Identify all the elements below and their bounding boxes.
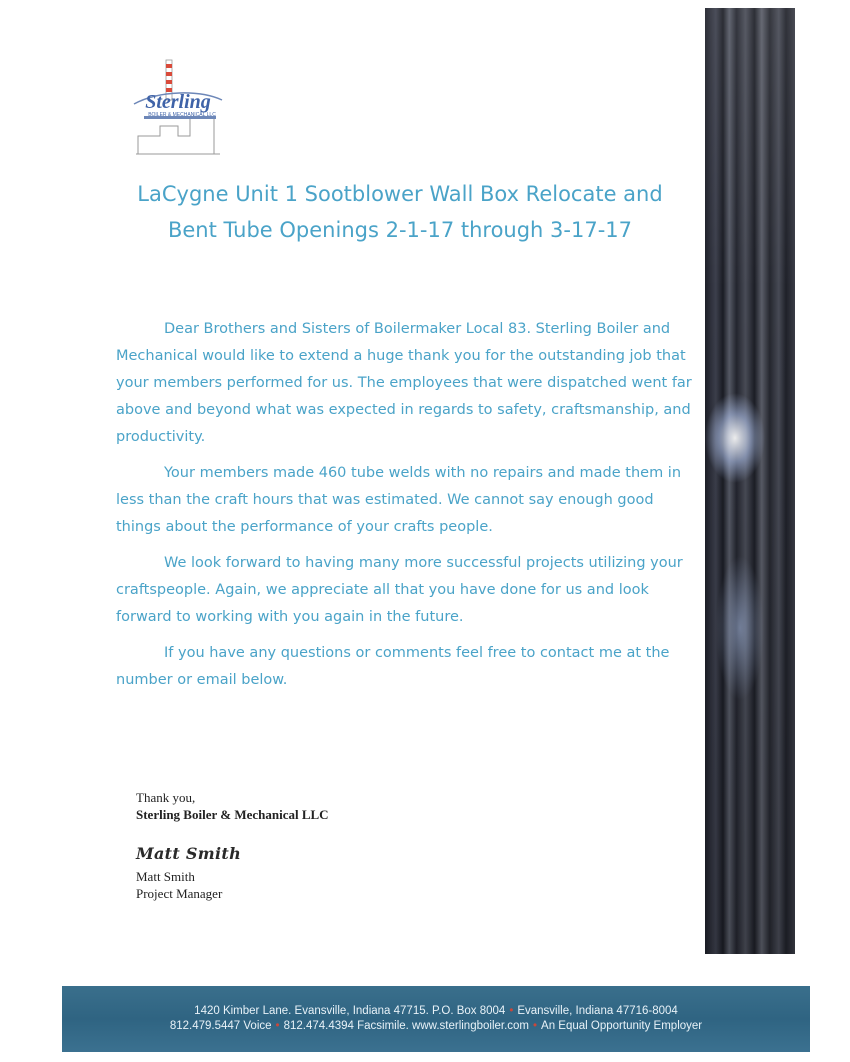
handwritten-signature: Matt Smith (136, 844, 242, 863)
footer-fax-web: 812.474.4394 Facsimile. www.sterlingboiler.com (283, 1020, 530, 1032)
company-logo (130, 56, 226, 158)
body-paragraph-2: Your members made 460 tube welds with no repairs and made them in less than the craft hours that was estimated. We cannot say enough good things about the performance of your crafts people. (116, 465, 682, 535)
footer-address-1: 1420 Kimber Lane. Evansville, Indiana 47715. P.O. Box 8004 (194, 1005, 506, 1017)
company-name: Sterling Boiler & Mechanical LLC (136, 807, 329, 822)
signer-role: Project Manager (136, 886, 223, 901)
footer-contact-line (62, 1019, 810, 1034)
closing-text: Thank you, (136, 790, 196, 805)
footer-eoe: An Equal Opportunity Employer (541, 1020, 703, 1032)
signoff-block (136, 789, 329, 823)
smokestack-icon (130, 56, 226, 158)
logo-wordmark: Sterling (145, 91, 211, 113)
title-line-2: Bent Tube Openings 2-1-17 through 3-17-17 (167, 218, 633, 242)
letterhead-footer (62, 986, 810, 1052)
signer-block (136, 868, 222, 902)
signer-name: Matt Smith (136, 869, 195, 884)
letter-title (100, 176, 700, 248)
footer-separator: • (509, 1005, 514, 1017)
footer-separator: • (533, 1020, 538, 1032)
letter-body (116, 316, 701, 703)
logo-subtext: BOILER & MECHANICAL LLC (148, 112, 216, 118)
welding-photo-strip (705, 8, 795, 954)
footer-phone: 812.479.5447 Voice (169, 1020, 272, 1032)
title-line-1: LaCygne Unit 1 Sootblower Wall Box Relocate and (137, 182, 663, 206)
body-paragraph-4: If you have any questions or comments feel free to contact me at the number or email below. (116, 645, 670, 688)
footer-address-line (62, 1004, 810, 1019)
footer-address-2: Evansville, Indiana 47716-8004 (517, 1005, 678, 1017)
footer-separator: • (275, 1020, 280, 1032)
body-paragraph-3: We look forward to having many more successful projects utilizing your craftspeople. Again, we appreciate all that you have done for us and look forward to working with you again in the future. (116, 555, 683, 625)
body-paragraph-1: Dear Brothers and Sisters of Boilermaker Local 83. Sterling Boiler and Mechanical would like to extend a huge thank you for the outstanding job that your members performed for us. The employees that were dispatched went far above and beyond what was expected in regards to safety, craftsmanship, and productivity. (116, 321, 692, 445)
